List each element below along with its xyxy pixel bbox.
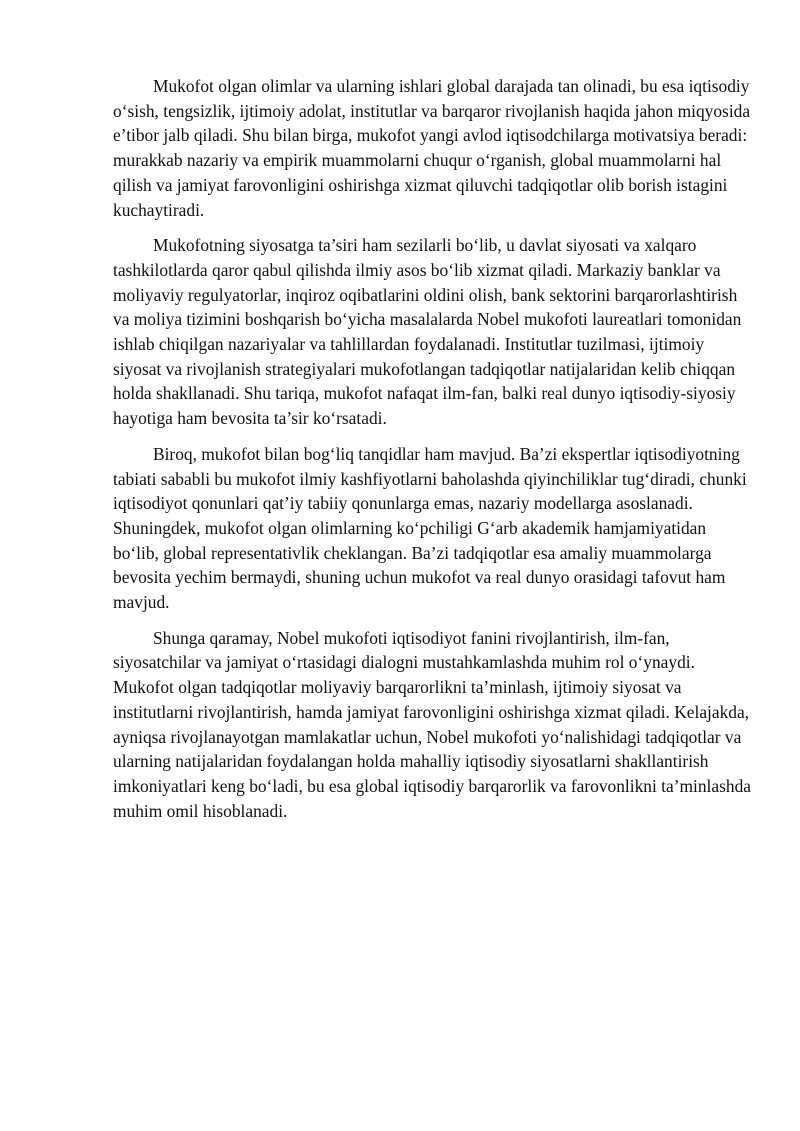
- paragraph-3: Biroq, mukofot bilan bog‘liq tanqidlar ham mavjud. Ba’zi ekspertlar iqtisodiyotning tabiati sababli bu mukofot ilmiy kashfiyotlarni baholashda qiyinchiliklar tug‘diradi, chunki iqtisodiyot qonunlari qat’iy tabiiy qonunlarga emas, nazariy modellarga asoslanadi. Shuningdek, mukofot olgan olimlarning ko‘pchiligi G‘arb akademik hamjamiyatidan bo‘lib, global representativlik cheklangan. Ba’zi tadqiqotlar esa amaliy muammolarga bevosita yechim bermaydi, shuning uchun mukofot va real dunyo orasidagi tafovut ham mavjud.: [113, 443, 747, 613]
- paragraph-1: Mukofot olgan olimlar va ularning ishlari global darajada tan olinadi, bu esa iqtisodiy o‘sish, tengsizlik, ijtimoiy adolat, institutlar va barqaror rivojlanish haqida jahon miqyosida e’tibor jalb qiladi. Shu bilan birga, mukofot yangi avlod iqtisodchilarga motivatsiya beradi: murakkab nazariy va empirik muammolarni chuqur o‘rganish, global muammolarni hal qilish va jamiyat farovonligini oshirishga xizmat qiluvchi tadqiqotlar olib borish istagini kuchaytiradi.: [113, 76, 751, 220]
- document-page: [113, 74, 753, 834]
- paragraph-2: Mukofotning siyosatga ta’siri ham sezilarli bo‘lib, u davlat siyosati va xalqaro tashkilotlarda qaror qabul qilishda ilmiy asos bo‘lib xizmat qiladi. Markaziy banklar va moliyaviy regulyatorlar, inqiroz oqibatlarini oldini olish, bank sektorini barqarorlashtirish va moliya tizimini boshqarish bo‘yicha masalalarda Nobel mukofoti laureatlari tomonidan ishlab chiqilgan nazariyalar va tahlillardan foydalanadi. Institutlar tuzilmasi, ijtimoiy siyosat va rivojlanish strategiyalari mukofotlangan tadqiqotlar natijalaridan kelib chiqqan holda shakllanadi. Shu tariqa, mukofot nafaqat ilm-fan, balki real dunyo iqtisodiy-siyosiy hayotiga ham bevosita ta’sir ko‘rsatadi.: [113, 235, 742, 429]
- paragraph-4: Shunga qaramay, Nobel mukofoti iqtisodiyot fanini rivojlantirish, ilm-fan, siyosatchilar va jamiyat o‘rtasidagi dialogni mustahkamlashda muhim rol o‘ynaydi. Mukofot olgan tadqiqotlar moliyaviy barqarorlikni ta’minlash, ijtimoiy siyosat va institutlarni rivojlantirish, hamda jamiyat farovonligini oshirishga xizmat qiladi. Kelajakda, ayniqsa rivojlanayotgan mamlakatlar uchun, Nobel mukofoti yo‘nalishidagi tadqiqotlar va ularning natijalaridan foydalangan holda mahalliy iqtisodiy siyosatlarni shakllantirish imkoniyatlari keng bo‘ladi, bu esa global iqtisodiy barqarorlik va farovonlikni ta’minlashda muhim omil hisoblanadi.: [113, 627, 751, 821]
